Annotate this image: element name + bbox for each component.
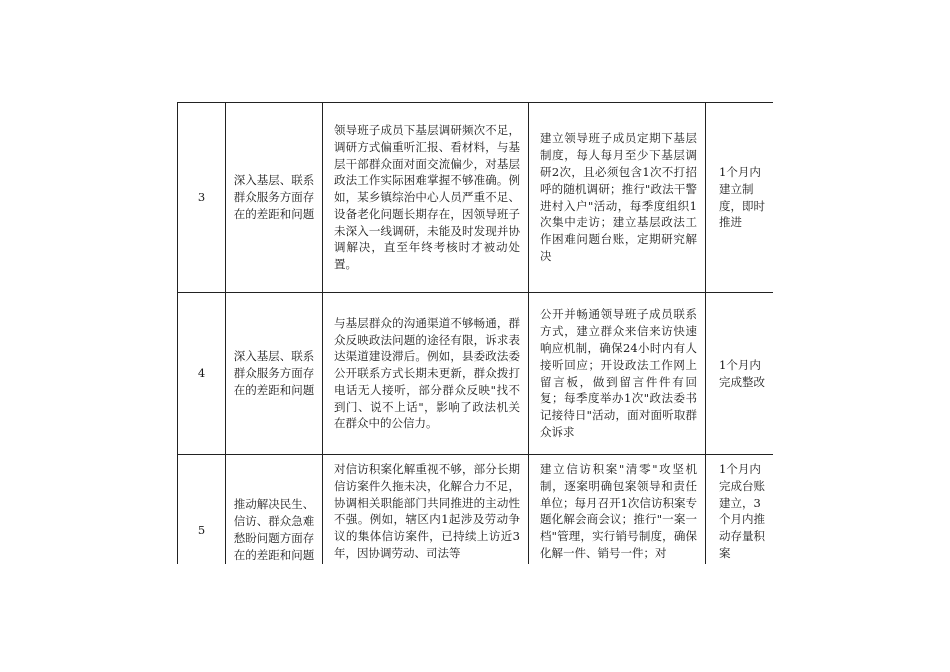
row-number: 3 — [178, 103, 226, 293]
issue-category: 深入基层、联系群众服务方面存在的差距和问题 — [226, 103, 323, 293]
row-number: 4 — [178, 293, 226, 455]
table-row — [178, 293, 774, 455]
issue-category: 推动解决民生、信访、群众急难愁盼问题方面存在的差距和问题 — [226, 455, 323, 565]
rectification-measure: 公开并畅通领导班子成员联系方式，建立群众来信来访快速响应机制，确保24小时内有人接听回应；开设政法工作网上留言板，做到留言件件有回复；每季度举办1次"政法委书记接待日"活动，面对面听取群众诉求 — [529, 293, 706, 455]
problem-description: 对信访积案化解重视不够，部分长期信访案件久拖未决，化解合力不足，协调相关职能部门共同推进的主动性不强。例如，辖区内1起涉及劳动争议的集体信访案件，已持续上访近3年，因协调劳动、司法等 — [323, 455, 529, 565]
rectification-deadline: 1个月内建立制度，即时推进 — [706, 103, 774, 293]
table-row — [178, 455, 774, 565]
rectification-deadline: 1个月内完成整改 — [706, 293, 774, 455]
issue-category: 深入基层、联系群众服务方面存在的差距和问题 — [226, 293, 323, 455]
rectification-measure: 建立信访积案"清零"攻坚机制，逐案明确包案领导和责任单位；每月召开1次信访积案专题化解会商会议；推行"一案一档"管理，实行销号制度，确保化解一件、销号一件；对 — [529, 455, 706, 565]
rectification-measure: 建立领导班子成员定期下基层制度，每人每月至少下基层调研2次，且必须包含1次不打招呼的随机调研；推行"政法干警进村入户"活动，每季度组织1次集中走访；建立基层政法工作困难问题台账，定期研究解决 — [529, 103, 706, 293]
problem-description: 领导班子成员下基层调研频次不足，调研方式偏重听汇报、看材料，与基层干部群众面对面交流偏少，对基层政法工作实际困难掌握不够准确。例如，某乡镇综治中心人员严重不足、设备老化问题长期存在，因领导班子未深入一线调研，未能及时发现并协调解决，直至年终考核时才被动处置。 — [323, 103, 529, 293]
rectification-table-fragment — [177, 102, 773, 564]
table-row — [178, 103, 774, 293]
rectification-table — [177, 102, 773, 564]
problem-description: 与基层群众的沟通渠道不够畅通，群众反映政法问题的途径有限，诉求表达渠道建设滞后。例如，县委政法委公开联系方式长期未更新，群众拨打电话无人接听，部分群众反映"找不到门、说不上话"，影响了政法机关在群众中的公信力。 — [323, 293, 529, 455]
row-number: 5 — [178, 455, 226, 565]
rectification-deadline: 1个月内完成台账建立，3个月内推动存量积案 — [706, 455, 774, 565]
